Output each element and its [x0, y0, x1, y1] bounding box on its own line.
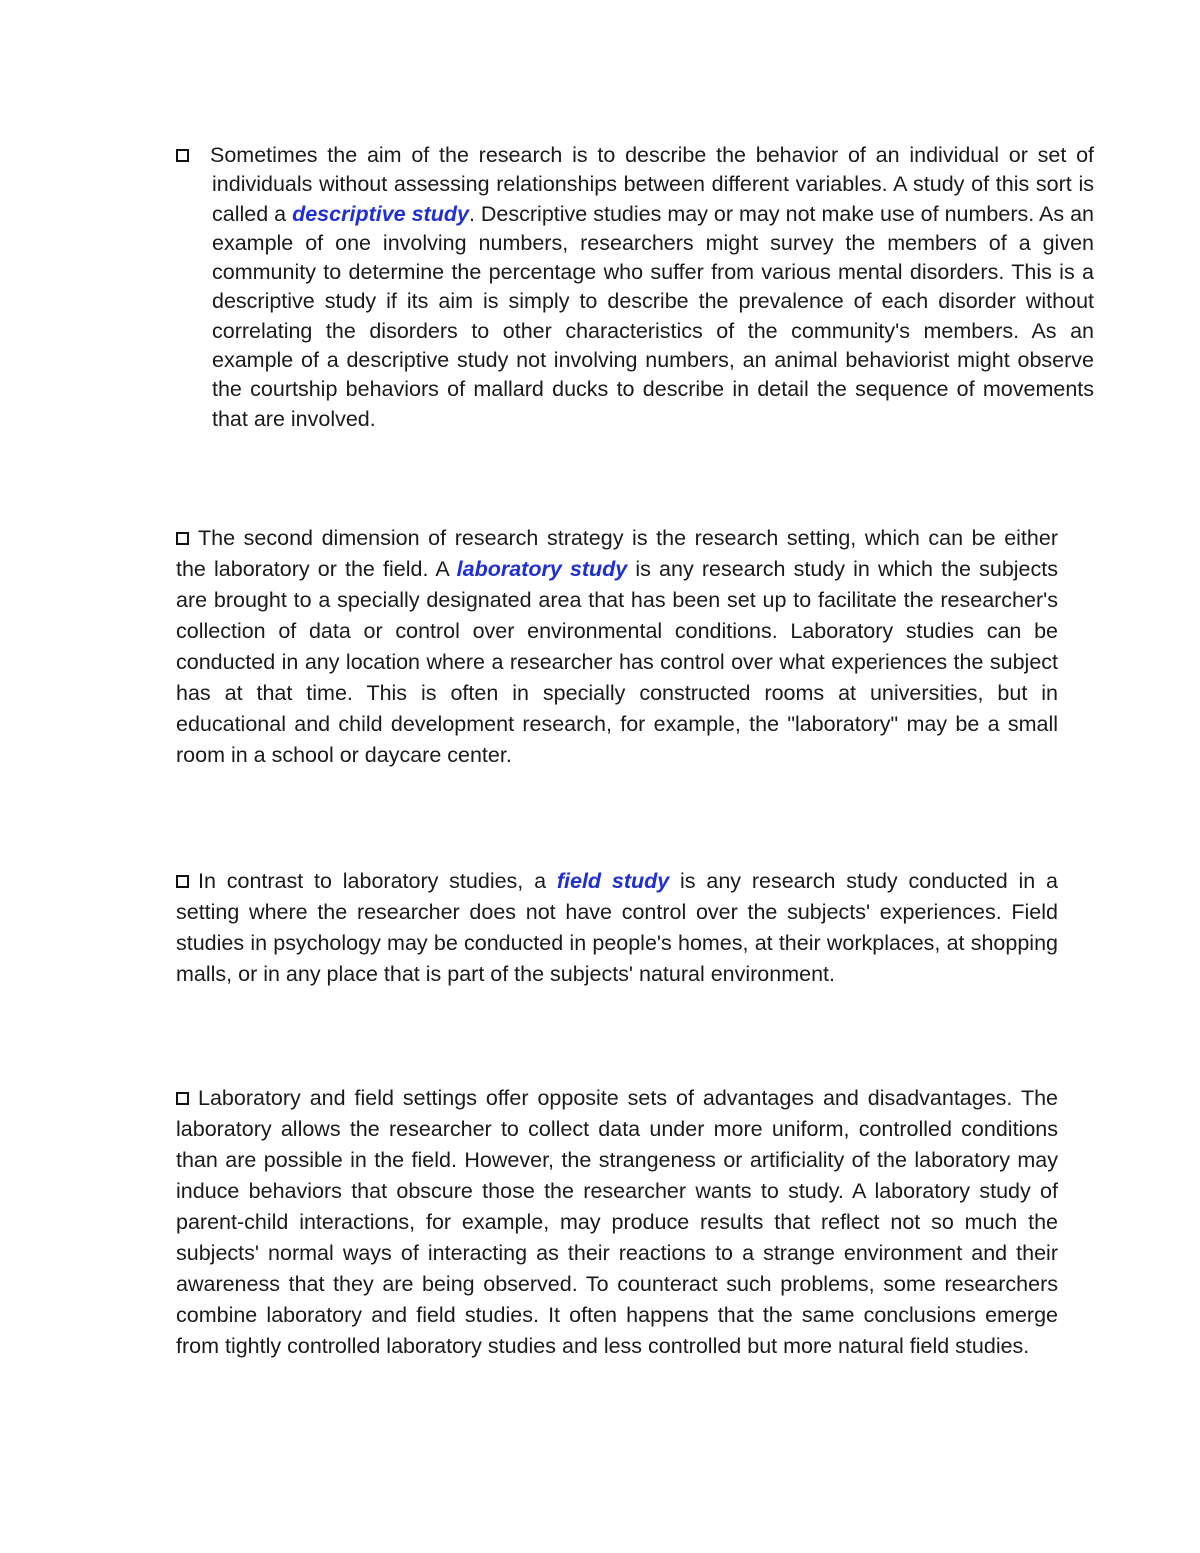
paragraph-descriptive-study: [176, 141, 1094, 434]
checkbox-bullet-icon: [176, 532, 189, 545]
paragraph-text: Sometimes the aim of the research is to describe the behavior of an individual or set of individuals without assessing relationships between different variables. A study of this sort is called a: [210, 143, 1094, 226]
term-field-study: field study: [556, 869, 670, 893]
paragraph-text: is any research study in which the subjects are brought to a specially designated area that has been set up to facilitate the researcher's collection of data or control over environmental conditions. Laboratory studies can be conducted in any location where a researcher has control over what experiences the subject has at that time. This is often in specially constructed rooms at universities, but in educational and child development research, for example, the "laboratory" may be a small room in a school or daycare center.: [176, 557, 1058, 767]
paragraph-text: . Descriptive studies may or may not make use of numbers. As an example of one involving numbers, researchers might survey the members of a given community to determine the percentage who suffer from various mental disorders. This is a descriptive study if its aim is simply to describe the prevalence of each disorder without correlating the disorders to other characteristics of the community's members. As an example of a descriptive study not involving numbers, an animal behaviorist might observe the courtship behaviors of mallard ducks to describe in detail the sequence of movements that are involved.: [212, 201, 1094, 431]
paragraph-settings-comparison: [176, 1083, 1058, 1362]
paragraph-text: In contrast to laboratory studies, a: [198, 869, 557, 893]
paragraph-field-study: [176, 866, 1058, 990]
term-laboratory-study: laboratory study: [456, 557, 628, 581]
paragraph-text: is any research study conducted in a setting where the researcher does not have control over the subjects' experiences. Field studies in psychology may be conducted in people's homes, at their workplaces, at shopping malls, or in any place that is part of the subjects' natural environment.: [176, 869, 1059, 986]
checkbox-bullet-icon: [176, 149, 189, 162]
checkbox-bullet-icon: [176, 875, 189, 888]
term-descriptive-study: descriptive study: [292, 201, 469, 226]
paragraph-laboratory-study: [176, 523, 1058, 771]
paragraph-text: The second dimension of research strategy is the research setting, which can be either the laboratory or the field. A: [176, 526, 1058, 581]
paragraph-text: Laboratory and field settings offer opposite sets of advantages and disadvantages. The laboratory allows the researcher to collect data under more uniform, controlled conditions than are possible in the field. However, the strangeness or artificiality of the laboratory may induce behaviors that obscure those the researcher wants to study. A laboratory study of parent-child interactions, for example, may produce results that reflect not so much the subjects' normal ways of interacting as their reactions to a strange environment and their awareness that they are being observed. To counteract such problems, some researchers combine laboratory and field studies. It often happens that the same conclusions emerge from tightly controlled laboratory studies and less controlled but more natural field studies.: [176, 1086, 1058, 1358]
checkbox-bullet-icon: [176, 1092, 189, 1105]
